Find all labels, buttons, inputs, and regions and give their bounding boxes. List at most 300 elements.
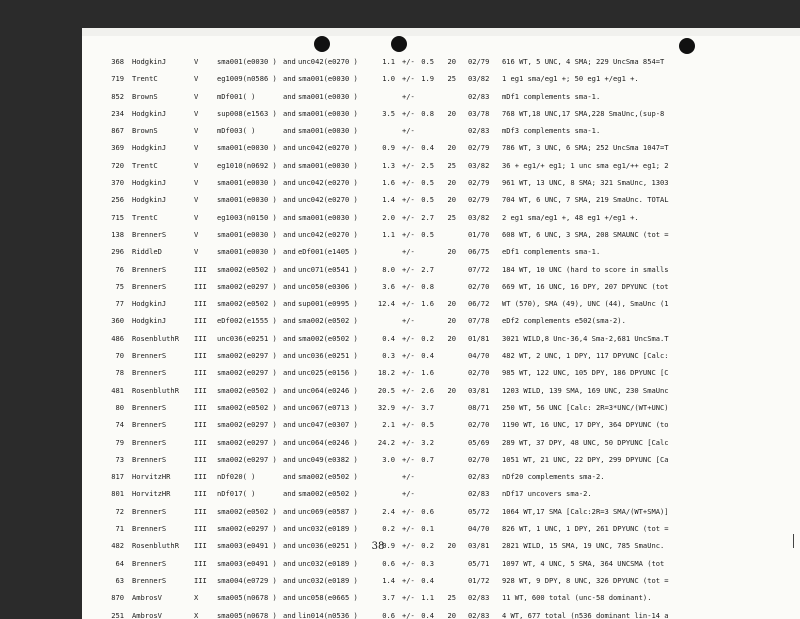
error-value: 0.4 bbox=[421, 575, 434, 585]
distance-value: 2.0 bbox=[382, 212, 395, 222]
distance-value: 1.6 bbox=[382, 178, 395, 188]
error-value: 0.2 bbox=[421, 541, 434, 551]
record-id: 870 bbox=[111, 593, 124, 603]
linkage-group: III bbox=[194, 333, 207, 343]
linkage-group: X bbox=[194, 593, 199, 603]
author-name: TrentC bbox=[132, 74, 158, 84]
temperature: 20 bbox=[447, 385, 456, 395]
distance-value: 3.6 bbox=[382, 281, 395, 291]
first-locus: sma002(e0502 ) bbox=[217, 385, 277, 395]
table-row bbox=[82, 278, 800, 295]
conjunction: and bbox=[283, 126, 296, 136]
author-name: TrentC bbox=[132, 160, 158, 170]
temperature: 20 bbox=[447, 195, 456, 205]
conjunction: and bbox=[283, 91, 296, 101]
comment: 1 eg1 sma/eg1 +; 50 eg1 +/eg1 +. bbox=[502, 74, 639, 84]
author-name: HorvitzHR bbox=[132, 489, 171, 499]
first-locus: sma002(e0297 ) bbox=[217, 351, 277, 361]
table-row bbox=[82, 122, 800, 139]
record-id: 71 bbox=[115, 524, 124, 534]
page-number: 38 bbox=[371, 541, 385, 552]
punch-hole bbox=[314, 36, 330, 52]
plus-minus: +/- bbox=[402, 143, 415, 153]
record-id: 801 bbox=[111, 489, 124, 499]
temperature: 25 bbox=[447, 212, 456, 222]
second-locus: unc064(e0246 ) bbox=[298, 385, 358, 395]
table-row bbox=[82, 503, 800, 520]
conjunction: and bbox=[283, 541, 296, 551]
error-value: 2.6 bbox=[421, 385, 434, 395]
date: 01/81 bbox=[468, 333, 490, 343]
distance-value: 3.5 bbox=[382, 108, 395, 118]
author-name: BrennerS bbox=[132, 368, 167, 378]
linkage-group: V bbox=[194, 178, 199, 188]
comment: 961 WT, 13 UNC, 8 SMA; 321 SmaUnc, 1303 bbox=[502, 178, 669, 188]
author-name: HorvitzHR bbox=[132, 472, 171, 482]
first-locus: eg1003(n0150 ) bbox=[217, 212, 277, 222]
table-row bbox=[82, 330, 800, 347]
date: 03/81 bbox=[468, 541, 490, 551]
date: 03/82 bbox=[468, 160, 490, 170]
comment: 608 WT, 6 UNC, 3 SMA, 208 SMAUNC (tot = bbox=[502, 229, 669, 239]
punch-hole bbox=[679, 38, 695, 54]
record-id: 78 bbox=[115, 368, 124, 378]
plus-minus: +/- bbox=[402, 195, 415, 205]
linkage-group: III bbox=[194, 506, 207, 516]
temperature: 20 bbox=[447, 247, 456, 257]
record-id: 76 bbox=[115, 264, 124, 274]
table-row bbox=[82, 485, 800, 502]
record-id: 63 bbox=[115, 575, 124, 585]
conjunction: and bbox=[283, 472, 296, 482]
second-locus: lin014(n0536 ) bbox=[298, 610, 358, 619]
comment: 704 WT, 6 UNC, 7 SMA, 219 SmaUnc. TOTAL bbox=[502, 195, 669, 205]
author-name: BrennerS bbox=[132, 506, 167, 516]
distance-value: 1.0 bbox=[382, 74, 395, 84]
table-row bbox=[82, 209, 800, 226]
plus-minus: +/- bbox=[402, 91, 415, 101]
error-value: 0.4 bbox=[421, 610, 434, 619]
table-row bbox=[82, 347, 800, 364]
distance-value: 32.9 bbox=[377, 402, 395, 412]
page-top-edge bbox=[82, 28, 800, 36]
plus-minus: +/- bbox=[402, 558, 415, 568]
first-locus: sma002(e0502 ) bbox=[217, 264, 277, 274]
record-id: 74 bbox=[115, 420, 124, 430]
linkage-group: III bbox=[194, 524, 207, 534]
first-locus: mDf001( ) bbox=[217, 91, 256, 101]
linkage-group: V bbox=[194, 212, 199, 222]
table-row bbox=[82, 226, 800, 243]
second-locus: unc064(e0246 ) bbox=[298, 437, 358, 447]
table-row bbox=[82, 105, 800, 122]
table-row bbox=[82, 434, 800, 451]
linkage-group: III bbox=[194, 385, 207, 395]
linkage-group: III bbox=[194, 437, 207, 447]
author-name: HodgkinJ bbox=[132, 143, 167, 153]
record-id: 296 bbox=[111, 247, 124, 257]
record-id: 70 bbox=[115, 351, 124, 361]
plus-minus: +/- bbox=[402, 454, 415, 464]
comment: nDf17 uncovers sma-2. bbox=[502, 489, 592, 499]
plus-minus: +/- bbox=[402, 351, 415, 361]
linkage-group: III bbox=[194, 402, 207, 412]
comment: WT (570), SMA (49), UNC (44), SmaUnc (1 bbox=[502, 299, 669, 309]
date: 02/83 bbox=[468, 489, 490, 499]
plus-minus: +/- bbox=[402, 541, 415, 551]
second-locus: unc058(e0665 ) bbox=[298, 593, 358, 603]
second-locus: unc032(e0189 ) bbox=[298, 558, 358, 568]
record-id: 719 bbox=[111, 74, 124, 84]
conjunction: and bbox=[283, 178, 296, 188]
date: 06/72 bbox=[468, 299, 490, 309]
date: 05/69 bbox=[468, 437, 490, 447]
first-locus: sma002(e0502 ) bbox=[217, 506, 277, 516]
first-locus: sma002(e0297 ) bbox=[217, 524, 277, 534]
error-value: 0.8 bbox=[421, 108, 434, 118]
first-locus: sup008(e1563 ) bbox=[217, 108, 277, 118]
conjunction: and bbox=[283, 489, 296, 499]
distance-value: 0.6 bbox=[382, 558, 395, 568]
linkage-group: III bbox=[194, 472, 207, 482]
date: 04/70 bbox=[468, 524, 490, 534]
linkage-group: V bbox=[194, 57, 199, 66]
second-locus: unc047(e0307 ) bbox=[298, 420, 358, 430]
plus-minus: +/- bbox=[402, 593, 415, 603]
second-locus: sma001(e0030 ) bbox=[298, 160, 358, 170]
linkage-group: X bbox=[194, 610, 199, 619]
temperature: 20 bbox=[447, 333, 456, 343]
second-locus: sma001(e0030 ) bbox=[298, 212, 358, 222]
comment: eDf1 complements sma-1. bbox=[502, 247, 601, 257]
conjunction: and bbox=[283, 160, 296, 170]
distance-value: 1.1 bbox=[382, 57, 395, 66]
record-id: 73 bbox=[115, 454, 124, 464]
temperature: 20 bbox=[447, 108, 456, 118]
record-id: 715 bbox=[111, 212, 124, 222]
conjunction: and bbox=[283, 333, 296, 343]
table-row bbox=[82, 451, 800, 468]
author-name: BrennerS bbox=[132, 454, 167, 464]
first-locus: sma002(e0502 ) bbox=[217, 402, 277, 412]
record-id: 867 bbox=[111, 126, 124, 136]
first-locus: sma002(e0297 ) bbox=[217, 368, 277, 378]
error-value: 0.5 bbox=[421, 57, 434, 66]
first-locus: eg1009(n0586 ) bbox=[217, 74, 277, 84]
first-locus: sma004(e0729 ) bbox=[217, 575, 277, 585]
comment: 1097 WT, 4 UNC, 5 SMA, 364 UNCSMA (tot bbox=[502, 558, 665, 568]
date: 05/71 bbox=[468, 558, 490, 568]
author-name: BrennerS bbox=[132, 420, 167, 430]
author-name: BrennerS bbox=[132, 558, 167, 568]
conjunction: and bbox=[283, 299, 296, 309]
error-value: 0.8 bbox=[421, 281, 434, 291]
first-locus: sma001(e0030 ) bbox=[217, 143, 277, 153]
conjunction: and bbox=[283, 351, 296, 361]
second-locus: unc036(e0251 ) bbox=[298, 541, 358, 551]
author-name: HodgkinJ bbox=[132, 299, 167, 309]
temperature: 20 bbox=[447, 316, 456, 326]
linkage-group: V bbox=[194, 108, 199, 118]
table-row bbox=[82, 399, 800, 416]
record-id: 368 bbox=[111, 57, 124, 66]
plus-minus: +/- bbox=[402, 178, 415, 188]
conjunction: and bbox=[283, 593, 296, 603]
author-name: TrentC bbox=[132, 212, 158, 222]
linkage-group: III bbox=[194, 454, 207, 464]
comment: 826 WT, 1 UNC, 1 DPY, 261 DPYUNC (tot = bbox=[502, 524, 669, 534]
comment: 1064 WT,17 SMA [Calc:2R=3 SMA/(WT+SMA)] bbox=[502, 506, 669, 516]
date: 02/83 bbox=[468, 472, 490, 482]
linkage-group: III bbox=[194, 541, 207, 551]
distance-value: 1.3 bbox=[382, 160, 395, 170]
distance-value: 0.9 bbox=[382, 143, 395, 153]
date: 02/79 bbox=[468, 195, 490, 205]
comment: 482 WT, 2 UNC, 1 DPY, 117 DPYUNC [Calc: bbox=[502, 351, 669, 361]
date: 01/70 bbox=[468, 229, 490, 239]
comment: eDf2 complements e502(sma-2). bbox=[502, 316, 626, 326]
first-locus: sma002(e0297 ) bbox=[217, 420, 277, 430]
comment: 2 eg1 sma/eg1 +, 48 eg1 +/eg1 +. bbox=[502, 212, 639, 222]
table-row bbox=[82, 88, 800, 105]
record-id: 486 bbox=[111, 333, 124, 343]
author-name: BrennerS bbox=[132, 351, 167, 361]
linkage-group: V bbox=[194, 126, 199, 136]
first-locus: nDf017( ) bbox=[217, 489, 256, 499]
first-locus: sma002(e0297 ) bbox=[217, 454, 277, 464]
conjunction: and bbox=[283, 264, 296, 274]
date: 02/79 bbox=[468, 178, 490, 188]
distance-value: 20.5 bbox=[377, 385, 395, 395]
author-name: BrennerS bbox=[132, 281, 167, 291]
table-row bbox=[82, 364, 800, 381]
conjunction: and bbox=[283, 506, 296, 516]
record-id: 482 bbox=[111, 541, 124, 551]
first-locus: eg1010(n0692 ) bbox=[217, 160, 277, 170]
second-locus: unc071(e0541 ) bbox=[298, 264, 358, 274]
distance-value: 0.2 bbox=[382, 524, 395, 534]
second-locus: unc042(e0270 ) bbox=[298, 57, 358, 66]
author-name: HodgkinJ bbox=[132, 195, 167, 205]
date: 02/83 bbox=[468, 126, 490, 136]
distance-value: 1.1 bbox=[382, 229, 395, 239]
plus-minus: +/- bbox=[402, 368, 415, 378]
distance-value: 3.0 bbox=[382, 454, 395, 464]
temperature: 20 bbox=[447, 143, 456, 153]
first-locus: sma001(e0030 ) bbox=[217, 195, 277, 205]
record-id: 256 bbox=[111, 195, 124, 205]
table-row bbox=[82, 382, 800, 399]
plus-minus: +/- bbox=[402, 316, 415, 326]
comment: 1051 WT, 21 UNC, 22 DPY, 299 DPYUNC [Ca bbox=[502, 454, 669, 464]
temperature: 20 bbox=[447, 57, 456, 66]
table-row bbox=[82, 191, 800, 208]
author-name: HodgkinJ bbox=[132, 57, 167, 66]
second-locus: unc069(e0587 ) bbox=[298, 506, 358, 516]
table-row bbox=[82, 139, 800, 156]
plus-minus: +/- bbox=[402, 506, 415, 516]
error-value: 3.7 bbox=[421, 402, 434, 412]
first-locus: sma002(e0502 ) bbox=[217, 299, 277, 309]
date: 01/72 bbox=[468, 575, 490, 585]
plus-minus: +/- bbox=[402, 247, 415, 257]
date: 07/72 bbox=[468, 264, 490, 274]
error-value: 2.7 bbox=[421, 264, 434, 274]
comment: 36 + eg1/+ eg1; 1 unc sma eg1/++ eg1; 2 bbox=[502, 160, 669, 170]
error-value: 0.5 bbox=[421, 178, 434, 188]
record-id: 369 bbox=[111, 143, 124, 153]
plus-minus: +/- bbox=[402, 420, 415, 430]
conjunction: and bbox=[283, 524, 296, 534]
comment: nDf20 complements sma-2. bbox=[502, 472, 605, 482]
author-name: HodgkinJ bbox=[132, 178, 167, 188]
comment: 616 WT, 5 UNC, 4 SMA; 229 UncSma 854=T bbox=[502, 57, 665, 66]
margin-mark bbox=[793, 534, 794, 548]
distance-value: 2.1 bbox=[382, 420, 395, 430]
author-name: BrennerS bbox=[132, 437, 167, 447]
comment: 985 WT, 122 UNC, 105 DPY, 186 DPYUNC [C bbox=[502, 368, 669, 378]
record-id: 817 bbox=[111, 472, 124, 482]
comment: 768 WT,18 UNC,17 SMA,228 SmaUnc,(sup-8 bbox=[502, 108, 665, 118]
date: 08/71 bbox=[468, 402, 490, 412]
plus-minus: +/- bbox=[402, 229, 415, 239]
record-id: 79 bbox=[115, 437, 124, 447]
first-locus: mDf003( ) bbox=[217, 126, 256, 136]
table-row bbox=[82, 589, 800, 606]
conjunction: and bbox=[283, 385, 296, 395]
error-value: 0.1 bbox=[421, 524, 434, 534]
author-name: BrennerS bbox=[132, 402, 167, 412]
second-locus: unc067(e0713 ) bbox=[298, 402, 358, 412]
linkage-group: III bbox=[194, 420, 207, 430]
distance-value: 18.2 bbox=[377, 368, 395, 378]
distance-value: 3.7 bbox=[382, 593, 395, 603]
conjunction: and bbox=[283, 57, 296, 66]
comment: 1190 WT, 16 UNC, 17 DPY, 364 DPYUNC (to bbox=[502, 420, 669, 430]
first-locus: sma003(e0491 ) bbox=[217, 541, 277, 551]
conjunction: and bbox=[283, 316, 296, 326]
comment: 4 WT, 677 total (n536 dominant lin-14 a bbox=[502, 610, 669, 619]
comment: 184 WT, 10 UNC (hard to score in smalls bbox=[502, 264, 669, 274]
record-id: 234 bbox=[111, 108, 124, 118]
date: 06/75 bbox=[468, 247, 490, 257]
author-name: HodgkinJ bbox=[132, 108, 167, 118]
record-id: 80 bbox=[115, 402, 124, 412]
first-locus: sma005(n0678 ) bbox=[217, 610, 277, 619]
distance-value: 0.6 bbox=[382, 610, 395, 619]
plus-minus: +/- bbox=[402, 575, 415, 585]
distance-value: 24.2 bbox=[377, 437, 395, 447]
plus-minus: +/- bbox=[402, 402, 415, 412]
plus-minus: +/- bbox=[402, 333, 415, 343]
table-row bbox=[82, 174, 800, 191]
second-locus: unc032(e0189 ) bbox=[298, 575, 358, 585]
first-locus: sma001(e0030 ) bbox=[217, 229, 277, 239]
first-locus: nDf020( ) bbox=[217, 472, 256, 482]
conjunction: and bbox=[283, 575, 296, 585]
record-id: 251 bbox=[111, 610, 124, 619]
error-value: 1.1 bbox=[421, 593, 434, 603]
error-value: 3.2 bbox=[421, 437, 434, 447]
first-locus: sma002(e0297 ) bbox=[217, 437, 277, 447]
record-id: 360 bbox=[111, 316, 124, 326]
plus-minus: +/- bbox=[402, 160, 415, 170]
author-name: RiddleD bbox=[132, 247, 162, 257]
second-locus: sma001(e0030 ) bbox=[298, 74, 358, 84]
error-value: 0.5 bbox=[421, 195, 434, 205]
second-locus: unc042(e0270 ) bbox=[298, 143, 358, 153]
error-value: 0.4 bbox=[421, 143, 434, 153]
author-name: HodgkinJ bbox=[132, 316, 167, 326]
second-locus: unc042(e0270 ) bbox=[298, 229, 358, 239]
distance-value: 1.4 bbox=[382, 575, 395, 585]
error-value: 0.7 bbox=[421, 454, 434, 464]
linkage-group: III bbox=[194, 281, 207, 291]
date: 02/83 bbox=[468, 593, 490, 603]
first-locus: eDf002(e1555 ) bbox=[217, 316, 277, 326]
plus-minus: +/- bbox=[402, 126, 415, 136]
plus-minus: +/- bbox=[402, 385, 415, 395]
plus-minus: +/- bbox=[402, 212, 415, 222]
temperature: 20 bbox=[447, 299, 456, 309]
conjunction: and bbox=[283, 195, 296, 205]
plus-minus: +/- bbox=[402, 472, 415, 482]
second-locus: sma002(e0502 ) bbox=[298, 489, 358, 499]
error-value: 0.3 bbox=[421, 558, 434, 568]
linkage-group: V bbox=[194, 229, 199, 239]
author-name: RosenbluthR bbox=[132, 541, 179, 551]
author-name: BrennerS bbox=[132, 575, 167, 585]
linkage-group: V bbox=[194, 247, 199, 257]
error-value: 1.9 bbox=[421, 74, 434, 84]
linkage-group: V bbox=[194, 74, 199, 84]
table-row bbox=[82, 520, 800, 537]
record-id: 77 bbox=[115, 299, 124, 309]
date: 02/79 bbox=[468, 57, 490, 66]
plus-minus: +/- bbox=[402, 74, 415, 84]
first-locus: sma003(e0491 ) bbox=[217, 558, 277, 568]
second-locus: unc049(e0382 ) bbox=[298, 454, 358, 464]
conjunction: and bbox=[283, 368, 296, 378]
table-row bbox=[82, 261, 800, 278]
comment: 3021 WILD,8 Unc-36,4 Sma-2,681 UncSma.T bbox=[502, 333, 669, 343]
conjunction: and bbox=[283, 420, 296, 430]
second-locus: sma001(e0030 ) bbox=[298, 126, 358, 136]
second-locus: sup001(e0995 ) bbox=[298, 299, 358, 309]
date: 02/70 bbox=[468, 454, 490, 464]
distance-value: 1.4 bbox=[382, 195, 395, 205]
plus-minus: +/- bbox=[402, 299, 415, 309]
table-row bbox=[82, 468, 800, 485]
author-name: AmbrosV bbox=[132, 593, 162, 603]
author-name: BrownS bbox=[132, 91, 158, 101]
linkage-group: V bbox=[194, 91, 199, 101]
second-locus: sma002(e0502 ) bbox=[298, 472, 358, 482]
conjunction: and bbox=[283, 402, 296, 412]
linkage-group: V bbox=[194, 195, 199, 205]
distance-value: 8.0 bbox=[382, 264, 395, 274]
distance-value: 2.4 bbox=[382, 506, 395, 516]
record-id: 852 bbox=[111, 91, 124, 101]
record-id: 75 bbox=[115, 281, 124, 291]
linkage-group: III bbox=[194, 575, 207, 585]
error-value: 0.2 bbox=[421, 333, 434, 343]
record-id: 138 bbox=[111, 229, 124, 239]
conjunction: and bbox=[283, 454, 296, 464]
table-row bbox=[82, 295, 800, 312]
error-value: 0.5 bbox=[421, 229, 434, 239]
date: 02/70 bbox=[468, 281, 490, 291]
